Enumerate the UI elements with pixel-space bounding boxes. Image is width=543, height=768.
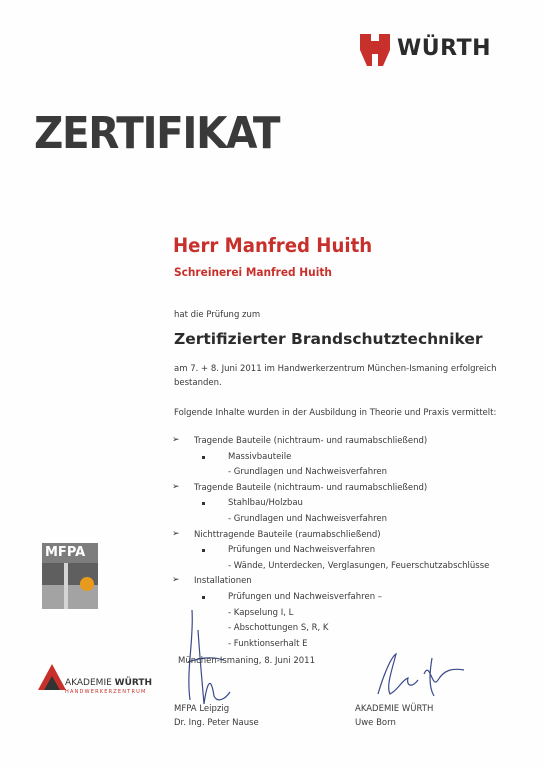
contents-intro-text: Folgende Inhalte wurden in der Ausbildung in Theorie und Praxis vermittelt: [174,408,497,418]
exam-details-line-2: bestanden. [174,378,222,388]
contents-item-level-2: Prüfungen und Nachweisverfahren [228,545,376,556]
akademie-brand: WÜRTH [114,678,153,688]
exam-intro-text: hat die Prüfung zum [174,310,261,320]
square-bullet-icon [202,596,205,599]
wurth-logo [360,34,510,66]
contents-item-level-3: - Wände, Unterdecken, Verglasungen, Feuerschutzabschlüsse [228,560,490,571]
signature-1 [180,600,250,710]
contents-item-level-3: - Funktionserhalt E [228,638,308,649]
square-bullet-icon [202,549,205,552]
arrow-bullet-icon: ➢ [172,435,180,445]
contents-item-level-3: - Abschottungen S, R, K [228,623,329,634]
contents-item-level-3: - Kapselung I, L [228,607,294,618]
recipient-company: Schreinerei Manfred Huith [174,265,332,279]
contents-item-level-3: - Grundlagen und Nachweisverfahren [228,514,388,524]
contents-item-level-2: Massivbauteile [228,451,292,462]
akademie-logo-text [65,678,152,688]
contents-item-level-2: Stahlbau/Holzbau [228,498,303,509]
square-bullet-icon [202,456,205,459]
mfpa-logo-text: MFPA [45,545,86,560]
akademie-wurth-logo [38,664,188,694]
qualification-title: Zertifizierter Brandschutztechniker [174,330,483,348]
certificate-title: ZERTIFIKAT [34,108,280,159]
arrow-bullet-icon: ➢ [172,575,180,586]
contents-item-level-1: Installationen [194,576,252,587]
contents-item-level-3: - Grundlagen und Nachweisverfahren [228,467,388,478]
signer-1-name: Dr. Ing. Peter Nause [174,718,259,728]
signer-1-organization: MFPA Leipzig [174,704,230,714]
square-bullet-icon [202,502,205,505]
exam-details-line-1: am 7. + 8. Juni 2011 im Handwerkerzentrum München-Ismaning erfolgreich [174,364,497,374]
recipient-name: Herr Manfred Huith [173,234,373,257]
arrow-bullet-icon: ➢ [172,528,180,539]
place-date: München-Ismaning, 8. Juni 2011 [178,656,316,666]
contents-item-level-1: Tragende Bauteile (nichtraum- und raumabschließend) [194,436,428,446]
contents-item-level-2: Prüfungen und Nachweisverfahren – [228,592,383,602]
arrow-bullet-icon: ➢ [172,481,180,492]
mfpa-dot-icon [80,577,94,591]
signature-2 [372,650,472,700]
wurth-logo-text: WÜRTH [397,36,492,61]
signer-2-organization: AKADEMIE WÜRTH [355,704,434,714]
akademie-subtitle: HANDWERKERZENTRUM [65,689,147,695]
mfpa-logo [42,543,98,609]
wurth-mark-icon [360,34,390,66]
contents-item-level-1: Tragende Bauteile (nichtraum- und raumabschließend) [194,482,428,493]
contents-item-level-1: Nichttragende Bauteile (raumabschließend) [194,529,381,540]
akademie-prefix: AKADEMIE [65,678,112,688]
signer-2-name: Uwe Born [355,718,396,728]
